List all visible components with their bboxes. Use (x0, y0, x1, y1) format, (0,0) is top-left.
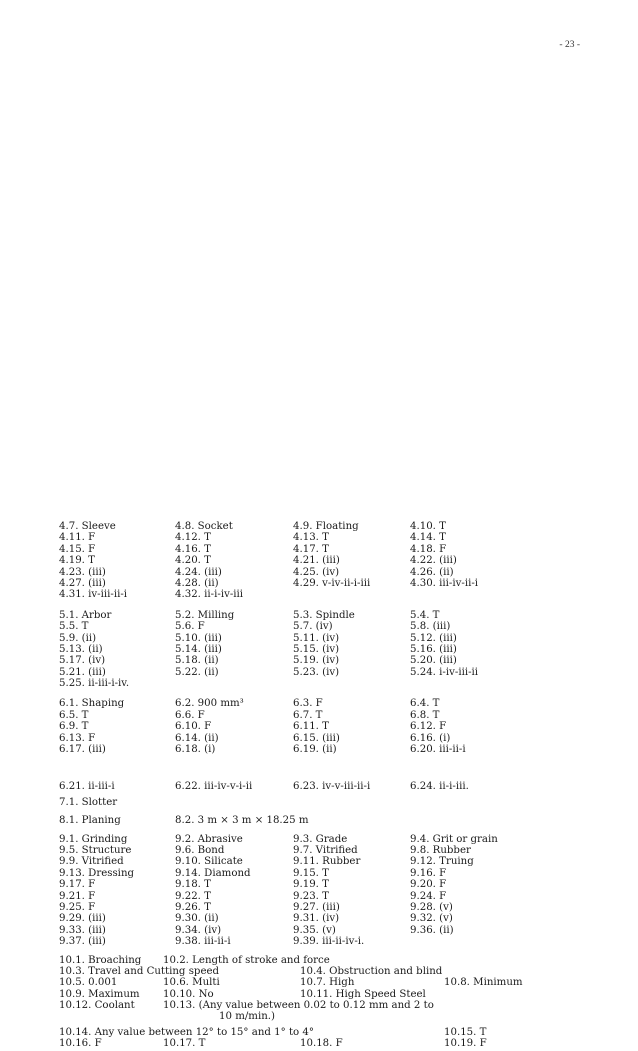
answer-row (59, 655, 619, 666)
answer: 6.9. T (59, 721, 89, 733)
answer: 4.30. iii-iv-ii-i (410, 577, 479, 589)
answer-row (59, 845, 619, 856)
answer-row (59, 521, 619, 532)
answer: 5.7. (iv) (293, 621, 333, 633)
answer-row (59, 555, 619, 566)
answer: 9.3. Grade (293, 833, 348, 845)
answer-row (59, 532, 619, 543)
answer: 5.9. (ii) (59, 632, 97, 644)
answer: 9.10. Silicate (175, 856, 243, 868)
answer: 9.13. Dressing (59, 867, 135, 879)
answer: 5.1. Arbor (59, 609, 112, 621)
answer: 9.18. T (175, 879, 211, 891)
answer: 10.14. Any value between 12° to 15° and 1° to 4° (59, 1026, 314, 1038)
answer: 5.17. (iv) (59, 655, 106, 667)
answer: 4.20. T (175, 555, 211, 567)
answer: 10.1. Broaching (59, 954, 142, 966)
answer: 5.4. T (410, 609, 440, 621)
answer: 9.15. T (293, 867, 329, 879)
answer: 6.5. T (59, 709, 89, 721)
answer: 9.30. (ii) (175, 913, 219, 925)
answer: 10.19. F (444, 1038, 487, 1050)
answers-chapter-9 (59, 834, 619, 948)
answer: 10.2. Length of stroke and force (163, 954, 330, 966)
answer: 9.28. (v) (410, 901, 453, 913)
answer: 10.13. (Any value between 0.02 to 0.12 mm and 2 to (163, 1000, 434, 1012)
answer: 9.36. (ii) (410, 924, 454, 936)
answer: 5.8. (iii) (410, 621, 451, 633)
answer-row (59, 633, 619, 644)
answer: 6.12. F (410, 721, 447, 733)
answer: 9.19. T (293, 879, 329, 891)
answers-chapter-6 (59, 698, 619, 755)
answer: 5.23. (iv) (293, 666, 340, 678)
answer: 9.33. (iii) (59, 924, 106, 936)
answer: 9.5. Structure (59, 844, 132, 856)
answer: 9.38. iii-ii-i (175, 936, 231, 948)
answer-line (59, 977, 619, 988)
answer: 5.11. (iv) (293, 632, 340, 644)
answer: 10.12. Coolant (59, 1000, 135, 1012)
answer: 4.7. Sleeve (59, 521, 116, 532)
answer: 6.10. F (175, 721, 212, 733)
answer: 9.32. (v) (410, 913, 453, 925)
answer: 4.14. T (410, 532, 446, 544)
answer: 9.7. Vitrified (293, 844, 358, 856)
answer: 10.8. Minimum (444, 977, 523, 989)
answer: 6.4. T (410, 698, 440, 710)
answer: 4.32. ii-i-iv-iii (175, 589, 244, 601)
answer-row (59, 567, 619, 578)
answer: 10.7. High (300, 977, 355, 989)
answer: 4.9. Floating (293, 521, 359, 532)
answer: 10.4. Obstruction and blind (300, 965, 443, 977)
answer: 10.17. T (163, 1038, 206, 1050)
answer: 4.10. T (410, 521, 446, 532)
answer-line (59, 955, 619, 966)
answer: 6.23. iv-v-iii-ii-i (293, 781, 371, 793)
answer: 4.29. v-iv-ii-i-iii (293, 577, 371, 589)
answer: 10.6. Multi (163, 977, 220, 989)
answers-chapter-7 (59, 797, 619, 808)
answer: 9.4. Grit or grain (410, 833, 498, 845)
answers-chapter-10 (59, 955, 619, 1050)
answer: 9.35. (v) (293, 924, 336, 936)
answer: 9.34. (iv) (175, 924, 222, 936)
answer: 10.18. F (300, 1038, 343, 1050)
answer-row (59, 781, 619, 792)
answer: 10.11. High Speed Steel (300, 988, 426, 1000)
answer: 6.3. F (293, 698, 323, 710)
answers-chapter-5 (59, 610, 619, 690)
answer: 10.15. T (444, 1026, 487, 1038)
answer: 5.15. (iv) (293, 643, 340, 655)
answer: 5.16. (iii) (410, 643, 457, 655)
answer-row (59, 815, 619, 826)
answer: 5.3. Spindle (293, 609, 355, 621)
answer: 10.3. Travel and Cutting speed (59, 965, 220, 977)
answer: 4.31. iv-iii-ii-i (59, 589, 128, 601)
answer: 9.23. T (293, 890, 329, 902)
answer: 9.29. (iii) (59, 913, 106, 925)
answer: 4.11. F (59, 532, 96, 544)
answer-line (59, 1000, 619, 1011)
answer: 9.39. iii-ii-iv-i. (293, 936, 365, 948)
page-number: - 23 - (559, 40, 580, 50)
answer-row (59, 678, 619, 689)
answer: 5.22. (ii) (175, 666, 219, 678)
answer: 6.8. T (410, 709, 440, 721)
answer: 5.25. ii-iii-i-iv. (59, 678, 130, 690)
answer: 9.31. (iv) (293, 913, 340, 925)
answer: 4.27. (iii) (59, 577, 106, 589)
answer: 6.6. F (175, 709, 205, 721)
answer: 4.22. (iii) (410, 555, 457, 567)
answer-row (59, 925, 619, 936)
answers-chapter-4 (59, 521, 619, 601)
answer: 5.24. i-iv-iii-ii (410, 666, 479, 678)
answer: 6.7. T (293, 709, 323, 721)
answer: 6.18. (i) (175, 744, 216, 756)
answer: 9.27. (iii) (293, 901, 340, 913)
answer-row (59, 797, 619, 808)
answer-row (59, 578, 619, 589)
answer: 9.16. F (410, 867, 447, 879)
answer-row (59, 721, 619, 732)
answer: 9.2. Abrasive (175, 833, 243, 845)
answer-line (59, 1011, 619, 1022)
answer: 9.17. F (59, 879, 96, 891)
answer: 5.10. (iii) (175, 632, 222, 644)
answer: 9.1. Grinding (59, 833, 128, 845)
answer: 5.20. (iii) (410, 655, 457, 667)
answer: 6.13. F (59, 732, 96, 744)
answer: 6.15. (iii) (293, 732, 340, 744)
answer-row (59, 589, 619, 600)
answer-row (59, 879, 619, 890)
answer: 6.14. (ii) (175, 732, 219, 744)
answer: 6.11. T (293, 721, 329, 733)
answer: 5.6. F (175, 621, 205, 633)
answer-row (59, 868, 619, 879)
answer: 9.14. Diamond (175, 867, 251, 879)
answer: 6.24. ii-i-iii. (410, 781, 469, 793)
answers-chapter-6-continued (59, 781, 619, 792)
answer: 9.11. Rubber (293, 856, 361, 868)
answer-row (59, 698, 619, 709)
answer-row (59, 744, 619, 755)
answer-row (59, 544, 619, 555)
answer: 5.12. (iii) (410, 632, 457, 644)
answer: 9.8. Rubber (410, 844, 471, 856)
answer: 6.2. 900 mm³ (175, 698, 244, 710)
answer: 4.18. F (410, 543, 447, 555)
answer-continuation: 10 m/min.) (219, 1011, 275, 1023)
answer-line (59, 966, 619, 977)
answer: 4.24. (iii) (175, 566, 222, 578)
answer: 9.26. T (175, 901, 211, 913)
answer-line (59, 989, 619, 1000)
answer-row (59, 902, 619, 913)
answer: 4.26. (ii) (410, 566, 454, 578)
answer: 10.9. Maximum (59, 988, 140, 1000)
answer-row (59, 644, 619, 655)
answer: 6.16. (i) (410, 732, 451, 744)
answer: 6.22. iii-iv-v-i-ii (175, 781, 253, 793)
answer: 9.9. Vitrified (59, 856, 124, 868)
answer: 4.23. (iii) (59, 566, 106, 578)
answer-line (59, 1027, 619, 1038)
answer: 9.25. F (59, 901, 96, 913)
answer: 5.5. T (59, 621, 89, 633)
answer: 4.17. T (293, 543, 329, 555)
answer-row (59, 834, 619, 845)
answer: 6.1. Shaping (59, 698, 125, 710)
answer: 4.19. T (59, 555, 95, 567)
answer: 4.21. (iii) (293, 555, 340, 567)
answer-row (59, 710, 619, 721)
answer: 4.13. T (293, 532, 329, 544)
answer-row (59, 733, 619, 744)
answer: 6.17. (iii) (59, 744, 106, 756)
answer: 4.25. (iv) (293, 566, 340, 578)
answer: 6.20. iii-ii-i (410, 744, 466, 756)
answer: 9.21. F (59, 890, 96, 902)
answer: 9.12. Truing (410, 856, 474, 868)
answer-row (59, 856, 619, 867)
answer: 7.1. Slotter (59, 796, 118, 808)
answer: 5.2. Milling (175, 609, 235, 621)
answer: 10.16. F (59, 1038, 102, 1050)
answer-row (59, 936, 619, 947)
answer: 4.15. F (59, 543, 96, 555)
answer-line (59, 1038, 619, 1049)
answer: 9.37. (iii) (59, 936, 106, 948)
answer: 9.24. F (410, 890, 447, 902)
answer: 5.13. (ii) (59, 643, 103, 655)
answer: 9.6. Bond (175, 844, 225, 856)
answer: 5.18. (ii) (175, 655, 219, 667)
answer: 9.22. T (175, 890, 211, 902)
answer: 4.28. (ii) (175, 577, 219, 589)
answer: 6.21. ii-iii-i (59, 781, 115, 793)
answer: 5.14. (iii) (175, 643, 222, 655)
answer: 10.5. 0.001 (59, 977, 118, 989)
answer-row (59, 913, 619, 924)
answer: 5.21. (iii) (59, 666, 106, 678)
answer-row (59, 621, 619, 632)
answer: 8.2. 3 m × 3 m × 18.25 m (175, 815, 309, 827)
answer-row (59, 667, 619, 678)
answer-row (59, 610, 619, 621)
answer: 6.19. (ii) (293, 744, 337, 756)
answer: 10.10. No (163, 988, 214, 1000)
answer: 9.20. F (410, 879, 447, 891)
answer: 4.8. Socket (175, 521, 233, 532)
answer: 5.19. (iv) (293, 655, 340, 667)
answer-row (59, 891, 619, 902)
answer: 8.1. Planing (59, 815, 121, 827)
answer: 4.12. T (175, 532, 211, 544)
answer-key (59, 521, 619, 1050)
answer: 4.16. T (175, 543, 211, 555)
answers-chapter-8 (59, 815, 619, 826)
